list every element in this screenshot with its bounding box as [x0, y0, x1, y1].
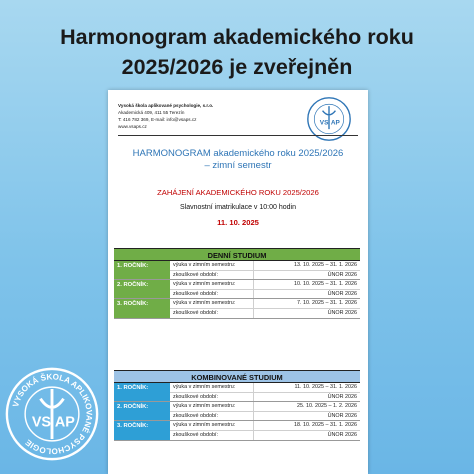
- row-value: ÚNOR 2026: [327, 290, 357, 297]
- row-value: ÚNOR 2026: [327, 309, 357, 316]
- row-label: výuka v zimním semestru:: [170, 261, 254, 270]
- row-value: 7. 10. 2025 – 31. 1. 2026: [297, 300, 357, 307]
- table-row: [170, 261, 360, 271]
- year-label: 1. ROČNÍK:: [114, 383, 170, 401]
- table-group: [114, 261, 360, 280]
- table-row: [170, 280, 360, 290]
- logo-monogram-right: AP: [330, 119, 340, 127]
- row-value: 13. 10. 2025 – 31. 1. 2026: [294, 262, 357, 268]
- year-label: 2. ROČNÍK:: [114, 280, 170, 298]
- table-group: [114, 383, 360, 402]
- row-label: zkouškové období:: [170, 393, 254, 402]
- row-label: zkouškové období:: [170, 309, 254, 318]
- address-line-web: www.vsaps.cz: [118, 124, 147, 129]
- row-label: výuka v zimním semestru:: [170, 299, 254, 308]
- address-line-street: Akademická 409, 411 55 Terezín: [118, 110, 185, 115]
- table-group: [114, 402, 360, 421]
- headline-line-2: 2025/2026 je zveřejněn: [121, 55, 353, 79]
- year-label: 3. ROČNÍK:: [114, 299, 170, 317]
- table-group: [114, 299, 360, 318]
- row-label: výuka v zimním semestru:: [170, 383, 254, 392]
- row-value: 10. 10. 2025 – 31. 1. 2026: [294, 281, 357, 288]
- row-value: ÚNOR 2026: [327, 412, 357, 419]
- opening-heading: ZAHÁJENÍ AKADEMICKÉHO ROKU 2025/2026: [157, 188, 319, 197]
- ceremony-text: Slavnostní imatrikulace v 10:00 hodin: [180, 204, 296, 211]
- row-label: zkouškové období:: [170, 271, 254, 280]
- row-value: 25. 10. 2025 – 1. 2. 2026: [297, 403, 357, 410]
- row-value: ÚNOR 2026: [327, 393, 357, 400]
- row-label: výuka v zimním semestru:: [170, 402, 254, 411]
- row-value: 18. 10. 2025 – 31. 1. 2026: [294, 422, 357, 429]
- corner-logo-monogram-right: AP: [54, 414, 75, 431]
- address-line-org: Vysoká škola aplikované psychologie, s.r.o.: [118, 103, 214, 108]
- row-value: ÚNOR 2026: [327, 431, 357, 438]
- row-label: zkouškové období:: [170, 412, 254, 421]
- table-row: [170, 431, 360, 440]
- headline-line-1: Harmonogram akademického roku: [60, 25, 414, 49]
- header-divider: [118, 135, 358, 136]
- table-row: [170, 383, 360, 393]
- address-line-contact: T: 416 782 369, E-mail: info@vsaps.cz: [118, 117, 197, 122]
- table-row: [170, 309, 360, 318]
- row-label: výuka v zimním semestru:: [170, 280, 254, 289]
- logo-ring-text: VYSOKÁ ŠKOLA APLIKOVANÉ PSYCHOLOGIE: [11, 372, 94, 456]
- schedule-document: [108, 90, 368, 474]
- school-address: [118, 102, 213, 130]
- table-kombinovane-studium: [114, 370, 360, 441]
- table-row: [170, 393, 360, 402]
- table-row: [170, 402, 360, 412]
- document-title-line-1: HARMONOGRAM akademického roku 2025/2026: [132, 148, 344, 159]
- document-title-line-2: – zimní semestr: [204, 160, 272, 171]
- year-label: 2. ROČNÍK:: [114, 402, 170, 420]
- table-group: [114, 421, 360, 440]
- table-row: [170, 271, 360, 280]
- table-denni-studium: [114, 248, 360, 319]
- headline: [0, 22, 474, 82]
- year-label: 1. ROČNÍK:: [114, 261, 170, 279]
- table-row: [170, 412, 360, 421]
- row-value: ÚNOR 2026: [327, 271, 357, 278]
- table-group: [114, 280, 360, 299]
- row-label: zkouškové období:: [170, 431, 254, 440]
- school-logo: [4, 366, 100, 462]
- table-heading: KOMBINOVANÉ STUDIUM: [114, 370, 360, 383]
- table-heading: DENNÍ STUDIUM: [114, 248, 360, 261]
- document-title: [108, 148, 368, 172]
- row-value: 11. 10. 2025 – 31. 1. 2026: [294, 384, 357, 390]
- row-label: výuka v zimním semestru:: [170, 421, 254, 430]
- corner-logo-monogram-left: VS: [31, 414, 52, 431]
- table-row: [170, 290, 360, 299]
- table-row: [170, 421, 360, 431]
- year-label: 3. ROČNÍK:: [114, 421, 170, 439]
- ceremony-date: 11. 10. 2025: [217, 218, 259, 227]
- logo-monogram-left: VS: [319, 119, 329, 127]
- row-label: zkouškové období:: [170, 290, 254, 299]
- table-row: [170, 299, 360, 309]
